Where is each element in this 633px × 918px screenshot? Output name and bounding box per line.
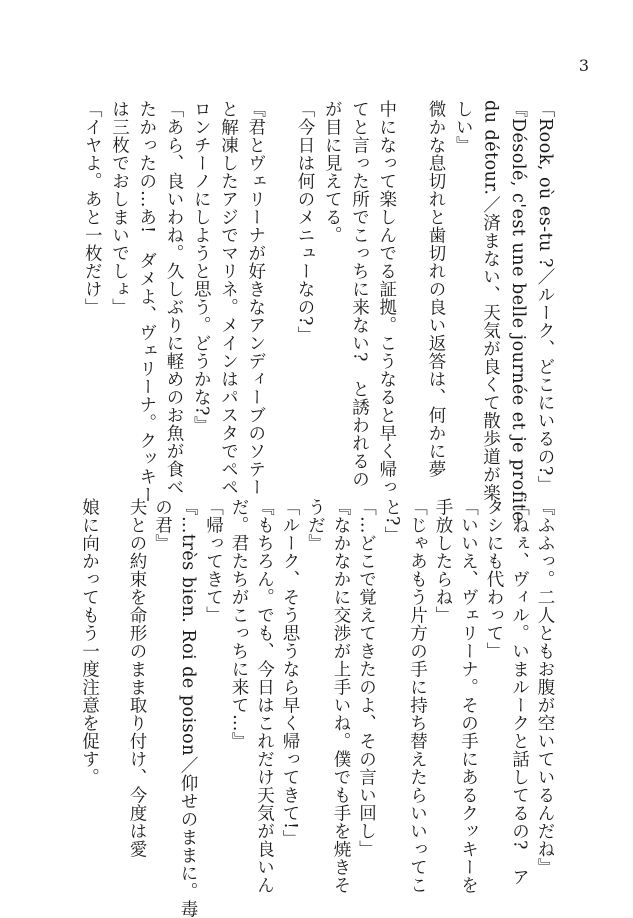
text-column: 「Rook, où es-tu ?／ルーク、どこにいるの?」 [535,100,555,494]
text-column: 『もちろん。でも、今日はこれだけ天気が良いん [254,498,275,894]
text-column: 「イヤよ。あと一枚だけ」 [82,100,103,316]
text-column: うだ』 [305,498,326,552]
text-column: が目に見えてる。 [322,100,343,244]
text-column: タシにも代わって」 [484,498,504,660]
text-column: 「ルーク、そう思うなら早く帰ってきて!」 [280,498,300,848]
text-column: 中になって楽しんでる証拠。こうなると早く帰っ [376,100,397,496]
text-column: 「帰ってきて」 [203,498,224,624]
text-column: だ。君たちがこっちに来て…』 [229,498,249,750]
text-column: ロンチーノにしようと思う。どうかな?』 [191,100,212,434]
text-column: 『なかなかに交渉が上手いね。僕でも手を焼きそ [331,498,351,894]
text-column: と?」 [382,498,402,544]
text-column: 娘に向かってもう一度注意を促す。 [79,498,100,786]
page-number: 3 [578,56,589,75]
text-column: 『Désolé, c'est une belle journée et je profite [507,100,528,523]
text-column: 「あら、良いわね。久しぶりに軽めのお魚が食べ [164,100,184,496]
text-column: は三枚でおしまいでしょ」 [109,100,130,316]
text-column: 『…très bien. Roi de poison／仰せのままに。毒 [178,498,198,918]
text-column: 『ふふっ。二人ともお腹が空いているんだね』 [535,498,555,876]
text-column: 「じゃあもう片方の手に持ち替えたらいいってこ [407,498,428,894]
text-column: たかったの…あ! ダメよ、ヴェリーナ。クッキー [136,100,157,504]
text-column: 手放したらね」 [433,498,453,624]
text-column: 微かな息切れと歯切れの良い返答は、何かに夢 [426,100,446,478]
text-column: てと言った所でこっちに来ない? と誘われるの [349,100,370,488]
lower-text-block [73,498,555,918]
text-column: du détour.／済まない、天気が良くて散歩道が楽 [480,100,501,502]
text-column: と解凍したアジでマリネ。メインはパスタでペペ [218,100,239,496]
text-column: 「今日は何のメニューなの?」 [295,100,315,344]
text-column: 「ねぇ、ヴィル。いまルークと話してるの? ア [509,498,530,886]
text-column: 「…どこで覚えてきたのよ、その言い回し」 [356,498,377,858]
text-column: 「いいえ、ヴェリーナ。その手にあるクッキーを [458,498,479,894]
text-column: の君』 [152,498,173,552]
text-column: 『君とヴェリーナが好きなアンディーブのソテー [245,100,266,496]
text-column: 夫との約束を命形のまま取り付け、今度は愛 [127,498,147,858]
text-column: しい』 [453,100,474,154]
upper-text-block [73,100,555,523]
